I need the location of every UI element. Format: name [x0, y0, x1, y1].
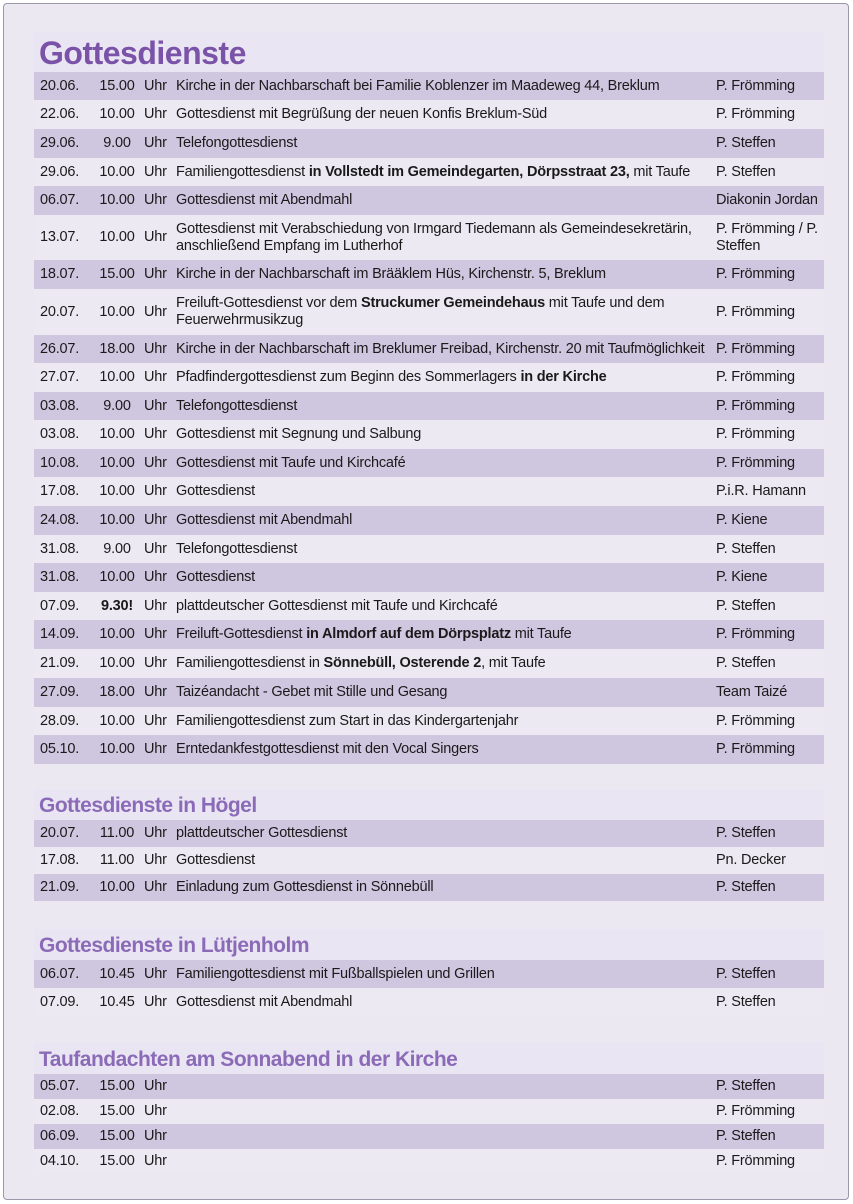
- table-row: [34, 563, 824, 592]
- date-cell: 06.09.: [40, 1128, 80, 1144]
- description-text: , mit Taufe: [481, 655, 546, 671]
- description-cell: [176, 295, 714, 329]
- description-bold-text: in Almdorf auf dem Dörpsplatz: [306, 626, 511, 642]
- table-row: [34, 1074, 824, 1099]
- description-text: mit Taufe: [629, 163, 691, 180]
- person-cell: P. Frömming: [716, 266, 795, 282]
- date-cell: 29.06.: [40, 163, 80, 180]
- date-cell: 27.09.: [40, 684, 80, 700]
- description-text: Erntedankfestgottesdienst mit den Vocal Singers: [176, 741, 479, 757]
- date-cell: 26.07.: [40, 340, 80, 357]
- date-cell: 06.07.: [40, 965, 80, 982]
- uhr-cell: Uhr: [144, 1128, 167, 1144]
- section-title: Gottesdienste in Lütjenholm: [34, 929, 824, 960]
- description-text: plattdeutscher Gottesdienst: [176, 825, 348, 841]
- date-cell: 02.08.: [40, 1103, 80, 1119]
- description-cell: [176, 512, 714, 529]
- page: [3, 3, 849, 1200]
- description-text: Familiengottesdienst mit Fußballspielen und Grillen: [176, 965, 495, 982]
- time-cell: 15.00: [99, 77, 135, 94]
- description-cell: [176, 135, 714, 152]
- description-text: Einladung zum Gottesdienst in Sönnebüll: [176, 879, 434, 895]
- table-row: [34, 449, 824, 477]
- description-cell: [176, 426, 714, 443]
- description-text: Telefongottesdienst: [176, 397, 298, 414]
- time-cell: 10.45: [99, 993, 135, 1010]
- person-cell: P. Kiene: [716, 569, 768, 585]
- description-text: mit Taufe: [510, 626, 572, 642]
- description-text: Freiluft-Gottesdienst: [176, 626, 307, 642]
- uhr-cell: Uhr: [144, 369, 167, 385]
- table-row: [34, 215, 824, 260]
- time-cell: 15.00: [99, 266, 135, 282]
- time-cell: 10.00: [99, 369, 135, 385]
- uhr-cell: Uhr: [144, 852, 167, 868]
- time-cell: 9.00: [103, 540, 131, 557]
- table-row: [34, 678, 824, 707]
- description-cell: [176, 455, 714, 472]
- person-cell: P. Frömming: [716, 1103, 795, 1119]
- uhr-cell: Uhr: [144, 655, 167, 671]
- description-text: Gottesdienst mit Taufe und Kirchcafé: [176, 454, 406, 471]
- description-text: Gottesdienst mit Abendmahl: [176, 192, 353, 208]
- person-cell: P. Steffen: [716, 655, 776, 671]
- uhr-cell: Uhr: [144, 993, 167, 1010]
- table-row: [34, 960, 824, 988]
- time-cell: 10.00: [99, 106, 135, 122]
- uhr-cell: Uhr: [144, 569, 167, 585]
- table-row: [34, 100, 824, 129]
- description-text: Kirche in der Nachbarschaft bei Familie Koblenzer im Maadeweg 44, Breklum: [176, 77, 660, 94]
- date-cell: 05.07.: [40, 1078, 80, 1094]
- date-cell: 20.07.: [40, 825, 80, 841]
- uhr-cell: Uhr: [144, 454, 167, 471]
- time-cell: 10.00: [99, 569, 135, 585]
- person-cell: P. Frömming: [716, 77, 795, 94]
- uhr-cell: Uhr: [144, 135, 167, 151]
- uhr-cell: Uhr: [144, 1153, 167, 1169]
- uhr-cell: Uhr: [144, 1078, 167, 1094]
- schedule-table: [34, 1074, 824, 1174]
- description-text: Kirche in der Nachbarschaft im Brääklem Hüs, Kirchenstr. 5, Breklum: [176, 266, 606, 282]
- table-row: [34, 707, 824, 735]
- table-row: [34, 260, 824, 289]
- date-cell: 10.08.: [40, 454, 80, 471]
- person-cell: Team Taizé: [716, 684, 788, 700]
- person-cell: Pn. Decker: [716, 852, 786, 868]
- uhr-cell: Uhr: [144, 397, 167, 414]
- uhr-cell: Uhr: [144, 597, 167, 614]
- time-cell: 10.00: [99, 879, 135, 895]
- schedule-table: [34, 820, 824, 901]
- time-cell: 11.00: [99, 852, 135, 868]
- description-text: Gottesdienst: [176, 483, 256, 499]
- date-cell: 20.06.: [40, 77, 80, 94]
- table-row: [34, 158, 824, 186]
- table-row: [34, 420, 824, 449]
- uhr-cell: Uhr: [144, 712, 167, 729]
- description-cell: [176, 655, 714, 672]
- description-cell: [176, 713, 714, 730]
- uhr-cell: Uhr: [144, 540, 167, 557]
- uhr-cell: Uhr: [144, 879, 167, 895]
- description-text: Familiengottesdienst zum Start in das Kindergartenjahr: [176, 712, 519, 729]
- date-cell: 03.08.: [40, 426, 80, 442]
- date-cell: 27.07.: [40, 369, 80, 385]
- time-cell: 10.00: [99, 163, 135, 180]
- time-cell: 15.00: [99, 1153, 135, 1169]
- table-row: [34, 506, 824, 535]
- uhr-cell: Uhr: [144, 483, 167, 499]
- description-cell: [176, 341, 714, 358]
- uhr-cell: Uhr: [144, 163, 167, 180]
- uhr-cell: Uhr: [144, 340, 167, 357]
- person-cell: P.i.R. Hamann: [716, 483, 806, 499]
- date-cell: 03.08.: [40, 397, 80, 414]
- time-cell: 10.45: [99, 965, 135, 982]
- uhr-cell: Uhr: [144, 1103, 167, 1119]
- person-cell: P. Frömming: [716, 397, 795, 414]
- date-cell: 24.08.: [40, 512, 80, 528]
- date-cell: 14.09.: [40, 626, 80, 642]
- description-text: Gottesdienst mit Segnung und Salbung: [176, 426, 422, 442]
- description-cell: [176, 741, 714, 758]
- table-row: [34, 1124, 824, 1149]
- date-cell: 28.09.: [40, 712, 80, 729]
- time-cell: 11.00: [99, 825, 135, 841]
- description-text: Gottesdienst: [176, 852, 256, 868]
- person-cell: P. Frömming: [716, 106, 795, 122]
- table-row: [34, 620, 824, 649]
- date-cell: 20.07.: [40, 303, 80, 320]
- section-title: Gottesdienste in Högel: [34, 789, 824, 820]
- description-cell: [176, 852, 714, 869]
- table-row: [34, 335, 824, 363]
- table-row: [34, 1149, 824, 1174]
- date-cell: 07.09.: [40, 993, 80, 1010]
- table-row: [34, 477, 824, 506]
- time-cell: 10.00: [99, 454, 135, 471]
- person-cell: P. Frömming: [716, 454, 795, 471]
- description-text: Gottesdienst mit Begrüßung der neuen Konfis Breklum-Süd: [176, 106, 548, 122]
- description-bold-text: Struckumer Gemeindehaus: [361, 295, 545, 311]
- description-text: Kirche in der Nachbarschaft im Breklumer Freibad, Kirchenstr. 20 mit Taufmöglichkeit: [176, 340, 705, 357]
- description-text: Gottesdienst mit Abendmahl: [176, 993, 353, 1010]
- table-row: [34, 1099, 824, 1124]
- description-text: plattdeutscher Gottesdienst mit Taufe und Kirchcafé: [176, 597, 498, 614]
- description-cell: [176, 192, 714, 209]
- description-cell: [176, 369, 714, 386]
- time-cell: 10.00: [99, 712, 135, 729]
- section-taufandachten: [34, 1043, 824, 1174]
- table-row: [34, 874, 824, 901]
- section-hoegel: [34, 789, 824, 901]
- time-cell: 15.00: [99, 1078, 135, 1094]
- time-cell: 10.00: [99, 303, 135, 320]
- description-cell: [176, 994, 714, 1011]
- person-cell: P. Steffen: [716, 825, 776, 841]
- time-cell: 9.00: [103, 135, 131, 151]
- person-cell: P. Frömming: [716, 369, 795, 385]
- time-cell: 18.00: [99, 340, 135, 357]
- section-title: Gottesdienste: [34, 32, 824, 72]
- section-luetjenholm: [34, 929, 824, 1016]
- time-cell: 10.00: [99, 483, 135, 499]
- description-cell: [176, 221, 714, 255]
- table-row: [34, 363, 824, 392]
- time-cell: 10.00: [99, 229, 135, 245]
- schedule-table: [34, 72, 824, 764]
- uhr-cell: Uhr: [144, 192, 167, 208]
- person-cell: P. Frömming: [716, 741, 795, 757]
- description-cell: [176, 879, 714, 896]
- person-cell: P. Frömming: [716, 340, 795, 357]
- person-cell: P. Frömming: [716, 1153, 795, 1169]
- description-cell: [176, 164, 714, 181]
- description-cell: [176, 106, 714, 123]
- description-text: Familiengottesdienst in: [176, 655, 324, 671]
- time-cell: 10.00: [99, 626, 135, 642]
- description-cell: [176, 684, 714, 701]
- date-cell: 31.08.: [40, 540, 80, 557]
- description-cell: [176, 78, 714, 95]
- person-cell: P. Steffen: [716, 163, 776, 180]
- description-bold-text: Sönnebüll, Osterende 2: [323, 655, 482, 671]
- description-cell: [176, 541, 714, 558]
- description-text: Freiluft-Gottesdienst vor dem: [176, 295, 361, 311]
- uhr-cell: Uhr: [144, 426, 167, 442]
- time-cell: 10.00: [99, 741, 135, 757]
- table-row: [34, 820, 824, 847]
- person-cell: P. Steffen: [716, 1078, 776, 1094]
- table-row: [34, 289, 824, 335]
- time-cell: 15.00: [99, 1103, 135, 1119]
- date-cell: 13.07.: [40, 229, 80, 245]
- date-cell: 07.09.: [40, 597, 80, 614]
- description-bold-text: in der Kirche: [520, 369, 607, 385]
- person-cell: P. Kiene: [716, 512, 768, 528]
- section-title: Taufandachten am Sonnabend in der Kirche: [34, 1043, 824, 1074]
- table-row: [34, 129, 824, 158]
- table-row: [34, 847, 824, 874]
- date-cell: 17.08.: [40, 852, 80, 868]
- description-cell: [176, 966, 714, 983]
- date-cell: 21.09.: [40, 655, 80, 671]
- description-text: Gottesdienst mit Abendmahl: [176, 512, 353, 528]
- description-text: mit Taufe und dem Feuerwehrmusikzug: [176, 295, 665, 328]
- date-cell: 18.07.: [40, 266, 80, 282]
- table-row: [34, 592, 824, 620]
- date-cell: 21.09.: [40, 879, 80, 895]
- description-cell: [176, 626, 714, 643]
- description-cell: [176, 598, 714, 615]
- time-cell: 10.00: [99, 512, 135, 528]
- table-row: [34, 649, 824, 678]
- date-cell: 22.06.: [40, 106, 80, 122]
- table-row: [34, 535, 824, 563]
- time-cell: 10.00: [99, 655, 135, 671]
- time-cell: 15.00: [99, 1128, 135, 1144]
- person-cell: P. Steffen: [716, 597, 776, 614]
- date-cell: 31.08.: [40, 569, 80, 585]
- person-cell: P. Steffen: [716, 135, 776, 151]
- description-text: Telefongottesdienst: [176, 135, 298, 151]
- person-cell: P. Frömming: [716, 303, 795, 320]
- uhr-cell: Uhr: [144, 684, 167, 700]
- uhr-cell: Uhr: [144, 229, 167, 245]
- description-text: Gottesdienst mit Verabschiedung von Irmgard Tiedemann als Gemeindesekretärin, anschließend Empfang im Lutherhof: [176, 220, 692, 254]
- uhr-cell: Uhr: [144, 825, 167, 841]
- table-row: [34, 735, 824, 764]
- description-cell: [176, 483, 714, 500]
- description-text: Telefongottesdienst: [176, 540, 298, 557]
- time-cell: 10.00: [99, 192, 135, 208]
- uhr-cell: Uhr: [144, 303, 167, 320]
- description-text: Gottesdienst: [176, 569, 256, 585]
- table-row: [34, 186, 824, 215]
- uhr-cell: Uhr: [144, 512, 167, 528]
- person-cell: P. Frömming: [716, 712, 795, 729]
- person-cell: P. Frömming: [716, 626, 795, 642]
- uhr-cell: Uhr: [144, 626, 167, 642]
- description-text: Pfadfindergottesdienst zum Beginn des Sommerlagers: [176, 369, 521, 385]
- person-cell: P. Steffen: [716, 540, 776, 557]
- description-cell: [176, 569, 714, 586]
- date-cell: 06.07.: [40, 192, 80, 208]
- table-row: [34, 988, 824, 1016]
- person-cell: P. Steffen: [716, 965, 776, 982]
- person-cell: P. Frömming / P. Steffen: [716, 220, 818, 254]
- description-text: Taizéandacht - Gebet mit Stille und Gesang: [176, 684, 448, 700]
- schedule-table: [34, 960, 824, 1016]
- person-cell: P. Steffen: [716, 879, 776, 895]
- date-cell: 05.10.: [40, 741, 80, 757]
- description-text: Familiengottesdienst: [176, 163, 309, 180]
- uhr-cell: Uhr: [144, 106, 167, 122]
- time-cell: 10.00: [99, 426, 135, 442]
- uhr-cell: Uhr: [144, 965, 167, 982]
- section-gottesdienste: [34, 32, 824, 764]
- person-cell: P. Frömming: [716, 426, 795, 442]
- description-cell: [176, 266, 714, 283]
- date-cell: 04.10.: [40, 1153, 80, 1169]
- time-cell: 18.00: [99, 684, 135, 700]
- person-cell: P. Steffen: [716, 993, 776, 1010]
- time-cell: 9.00: [103, 397, 131, 414]
- date-cell: 17.08.: [40, 483, 80, 499]
- uhr-cell: Uhr: [144, 266, 167, 282]
- uhr-cell: Uhr: [144, 77, 167, 94]
- person-cell: Diakonin Jordan: [716, 192, 818, 208]
- date-cell: 29.06.: [40, 135, 80, 151]
- table-row: [34, 392, 824, 420]
- time-cell: 9.30!: [100, 597, 134, 614]
- uhr-cell: Uhr: [144, 741, 167, 757]
- person-cell: P. Steffen: [716, 1128, 776, 1144]
- description-cell: [176, 825, 714, 842]
- description-bold-text: in Vollstedt im Gemeindegarten, Dörpsstraat 23,: [308, 163, 630, 180]
- table-row: [34, 72, 824, 100]
- description-cell: [176, 398, 714, 415]
